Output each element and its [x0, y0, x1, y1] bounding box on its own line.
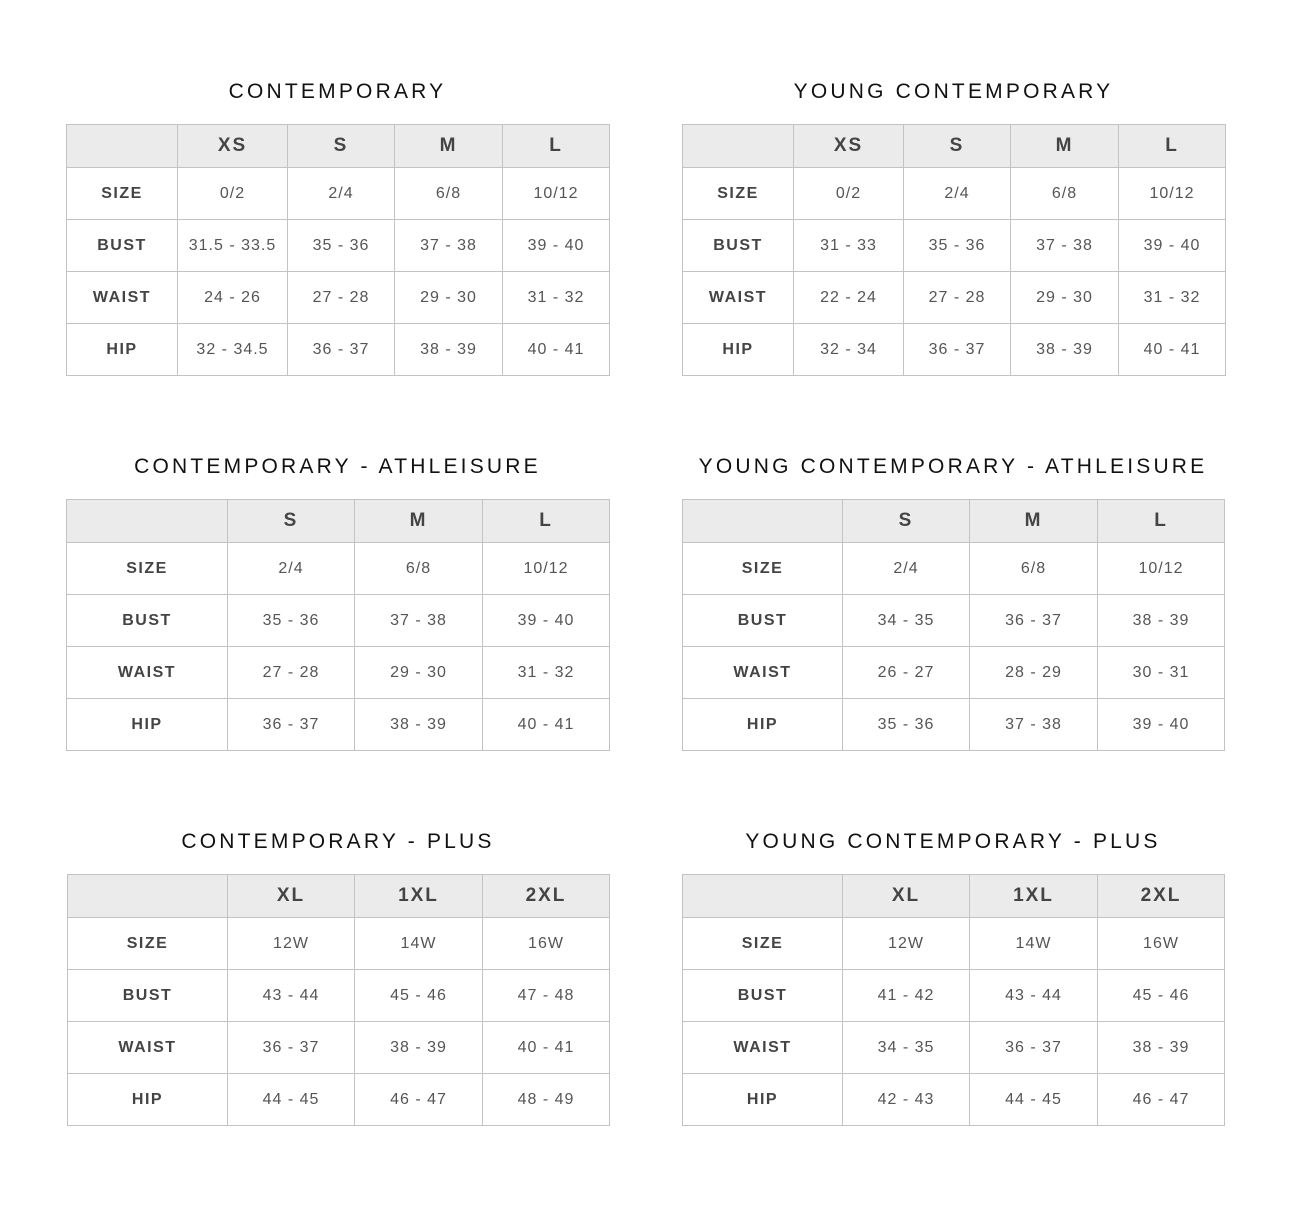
table-row	[683, 1022, 1225, 1074]
table-cell: 38 - 39	[355, 699, 483, 751]
corner-cell	[67, 500, 228, 543]
header-row	[683, 875, 1225, 918]
corner-cell	[683, 125, 794, 168]
row-label: BUST	[67, 595, 228, 647]
table-cell: 35 - 36	[228, 595, 355, 647]
header-row	[67, 125, 610, 168]
table-cell: 12W	[228, 918, 355, 970]
chart-title: YOUNG CONTEMPORARY - PLUS	[745, 830, 1161, 853]
row-label: BUST	[683, 220, 794, 272]
table-row	[67, 647, 610, 699]
row-label: HIP	[67, 699, 228, 751]
table-cell: 37 - 38	[395, 220, 503, 272]
table-row	[68, 918, 610, 970]
table-cell: 38 - 39	[355, 1022, 483, 1074]
table-cell: 38 - 39	[1098, 595, 1225, 647]
table-cell: 48 - 49	[483, 1074, 610, 1126]
size-chart-contemporary-plus	[67, 825, 609, 1126]
chart-title: YOUNG CONTEMPORARY	[793, 80, 1114, 103]
row-label: HIP	[68, 1074, 228, 1126]
row-label: BUST	[683, 970, 843, 1022]
column-header: S	[288, 125, 395, 168]
size-chart-contemporary-athleisure	[66, 450, 609, 751]
table-cell: 14W	[970, 918, 1098, 970]
table-cell: 31 - 32	[483, 647, 610, 699]
table-cell: 10/12	[503, 168, 610, 220]
column-header: XL	[228, 875, 355, 918]
size-chart-young-contemporary	[682, 75, 1225, 376]
table-cell: 31 - 33	[794, 220, 904, 272]
table-cell: 2/4	[904, 168, 1011, 220]
size-chart-contemporary	[66, 75, 609, 376]
table-cell: 35 - 36	[904, 220, 1011, 272]
table-cell: 36 - 37	[970, 595, 1098, 647]
table-cell: 44 - 45	[970, 1074, 1098, 1126]
table-cell: 27 - 28	[228, 647, 355, 699]
table-cell: 34 - 35	[843, 1022, 970, 1074]
table-row	[67, 543, 610, 595]
table-cell: 39 - 40	[503, 220, 610, 272]
row-label: BUST	[67, 220, 178, 272]
column-header: L	[1119, 125, 1226, 168]
table-cell: 2/4	[228, 543, 355, 595]
table-cell: 12W	[843, 918, 970, 970]
size-table	[682, 499, 1225, 751]
table-row	[683, 1074, 1225, 1126]
row-label: WAIST	[67, 647, 228, 699]
row-label: BUST	[68, 970, 228, 1022]
row-label: WAIST	[68, 1022, 228, 1074]
column-header: L	[1098, 500, 1225, 543]
column-header: L	[483, 500, 610, 543]
table-cell: 30 - 31	[1098, 647, 1225, 699]
row-label: SIZE	[683, 168, 794, 220]
table-cell: 24 - 26	[178, 272, 288, 324]
table-row	[67, 168, 610, 220]
table-row	[67, 595, 610, 647]
table-cell: 31 - 32	[1119, 272, 1226, 324]
row-label: HIP	[683, 324, 794, 376]
table-cell: 44 - 45	[228, 1074, 355, 1126]
size-table	[682, 874, 1225, 1126]
table-cell: 39 - 40	[1119, 220, 1226, 272]
corner-cell	[68, 875, 228, 918]
table-cell: 2/4	[843, 543, 970, 595]
table-cell: 10/12	[1098, 543, 1225, 595]
table-cell: 37 - 38	[970, 699, 1098, 751]
table-row	[683, 647, 1225, 699]
table-cell: 45 - 46	[355, 970, 483, 1022]
row-label: SIZE	[683, 543, 843, 595]
table-cell: 16W	[1098, 918, 1225, 970]
table-row	[683, 220, 1226, 272]
table-cell: 22 - 24	[794, 272, 904, 324]
table-cell: 31.5 - 33.5	[178, 220, 288, 272]
size-table	[66, 499, 610, 751]
table-cell: 10/12	[483, 543, 610, 595]
header-row	[683, 125, 1226, 168]
table-cell: 31 - 32	[503, 272, 610, 324]
column-header: 2XL	[1098, 875, 1225, 918]
table-cell: 36 - 37	[904, 324, 1011, 376]
row-label: WAIST	[67, 272, 178, 324]
header-row	[683, 500, 1225, 543]
row-label: WAIST	[683, 647, 843, 699]
table-row	[683, 272, 1226, 324]
chart-title: YOUNG CONTEMPORARY - ATHLEISURE	[698, 455, 1208, 478]
corner-cell	[67, 125, 178, 168]
table-cell: 37 - 38	[1011, 220, 1119, 272]
table-cell: 32 - 34	[794, 324, 904, 376]
size-chart-young-contemporary-athleisure	[682, 450, 1224, 751]
table-cell: 29 - 30	[1011, 272, 1119, 324]
table-cell: 14W	[355, 918, 483, 970]
table-cell: 46 - 47	[1098, 1074, 1225, 1126]
row-label: WAIST	[683, 1022, 843, 1074]
column-header: S	[843, 500, 970, 543]
row-label: HIP	[67, 324, 178, 376]
table-cell: 45 - 46	[1098, 970, 1225, 1022]
chart-title: CONTEMPORARY	[228, 80, 447, 103]
row-label: HIP	[683, 1074, 843, 1126]
table-row	[67, 220, 610, 272]
table-cell: 39 - 40	[483, 595, 610, 647]
table-cell: 10/12	[1119, 168, 1226, 220]
table-cell: 43 - 44	[970, 970, 1098, 1022]
column-header: 1XL	[970, 875, 1098, 918]
table-cell: 47 - 48	[483, 970, 610, 1022]
table-cell: 36 - 37	[228, 1022, 355, 1074]
column-header: XL	[843, 875, 970, 918]
corner-cell	[683, 500, 843, 543]
table-cell: 36 - 37	[970, 1022, 1098, 1074]
table-cell: 36 - 37	[228, 699, 355, 751]
table-cell: 6/8	[970, 543, 1098, 595]
table-cell: 2/4	[288, 168, 395, 220]
column-header: 1XL	[355, 875, 483, 918]
row-label: WAIST	[683, 272, 794, 324]
row-label: SIZE	[68, 918, 228, 970]
table-row	[68, 970, 610, 1022]
row-label: HIP	[683, 699, 843, 751]
table-row	[67, 272, 610, 324]
table-cell: 37 - 38	[355, 595, 483, 647]
column-header: M	[395, 125, 503, 168]
table-cell: 27 - 28	[904, 272, 1011, 324]
size-table	[66, 124, 610, 376]
table-row	[67, 699, 610, 751]
table-row	[683, 918, 1225, 970]
table-cell: 29 - 30	[395, 272, 503, 324]
column-header: 2XL	[483, 875, 610, 918]
table-cell: 0/2	[178, 168, 288, 220]
table-cell: 38 - 39	[395, 324, 503, 376]
table-cell: 28 - 29	[970, 647, 1098, 699]
table-row	[67, 324, 610, 376]
table-cell: 40 - 41	[503, 324, 610, 376]
table-cell: 41 - 42	[843, 970, 970, 1022]
table-cell: 34 - 35	[843, 595, 970, 647]
table-cell: 40 - 41	[483, 699, 610, 751]
row-label: SIZE	[683, 918, 843, 970]
table-cell: 6/8	[1011, 168, 1119, 220]
column-header: XS	[178, 125, 288, 168]
column-header: M	[1011, 125, 1119, 168]
header-row	[68, 875, 610, 918]
corner-cell	[683, 875, 843, 918]
table-row	[68, 1074, 610, 1126]
table-cell: 40 - 41	[1119, 324, 1226, 376]
column-header: L	[503, 125, 610, 168]
table-cell: 26 - 27	[843, 647, 970, 699]
table-row	[683, 324, 1226, 376]
table-cell: 32 - 34.5	[178, 324, 288, 376]
table-cell: 35 - 36	[288, 220, 395, 272]
table-cell: 29 - 30	[355, 647, 483, 699]
table-cell: 35 - 36	[843, 699, 970, 751]
column-header: S	[228, 500, 355, 543]
column-header: XS	[794, 125, 904, 168]
table-row	[683, 543, 1225, 595]
size-table	[682, 124, 1226, 376]
column-header: M	[970, 500, 1098, 543]
row-label: SIZE	[67, 543, 228, 595]
table-row	[683, 699, 1225, 751]
table-cell: 46 - 47	[355, 1074, 483, 1126]
table-cell: 42 - 43	[843, 1074, 970, 1126]
table-row	[683, 595, 1225, 647]
column-header: S	[904, 125, 1011, 168]
table-cell: 43 - 44	[228, 970, 355, 1022]
header-row	[67, 500, 610, 543]
table-cell: 36 - 37	[288, 324, 395, 376]
table-cell: 0/2	[794, 168, 904, 220]
size-chart-young-contemporary-plus	[682, 825, 1224, 1126]
table-cell: 6/8	[395, 168, 503, 220]
table-row	[683, 970, 1225, 1022]
table-cell: 6/8	[355, 543, 483, 595]
chart-title: CONTEMPORARY - PLUS	[181, 830, 495, 853]
chart-title: CONTEMPORARY - ATHLEISURE	[134, 455, 541, 478]
table-cell: 39 - 40	[1098, 699, 1225, 751]
table-cell: 38 - 39	[1098, 1022, 1225, 1074]
table-cell: 27 - 28	[288, 272, 395, 324]
table-row	[683, 168, 1226, 220]
table-cell: 16W	[483, 918, 610, 970]
table-cell: 40 - 41	[483, 1022, 610, 1074]
column-header: M	[355, 500, 483, 543]
size-table	[67, 874, 610, 1126]
row-label: BUST	[683, 595, 843, 647]
table-cell: 38 - 39	[1011, 324, 1119, 376]
row-label: SIZE	[67, 168, 178, 220]
table-row	[68, 1022, 610, 1074]
